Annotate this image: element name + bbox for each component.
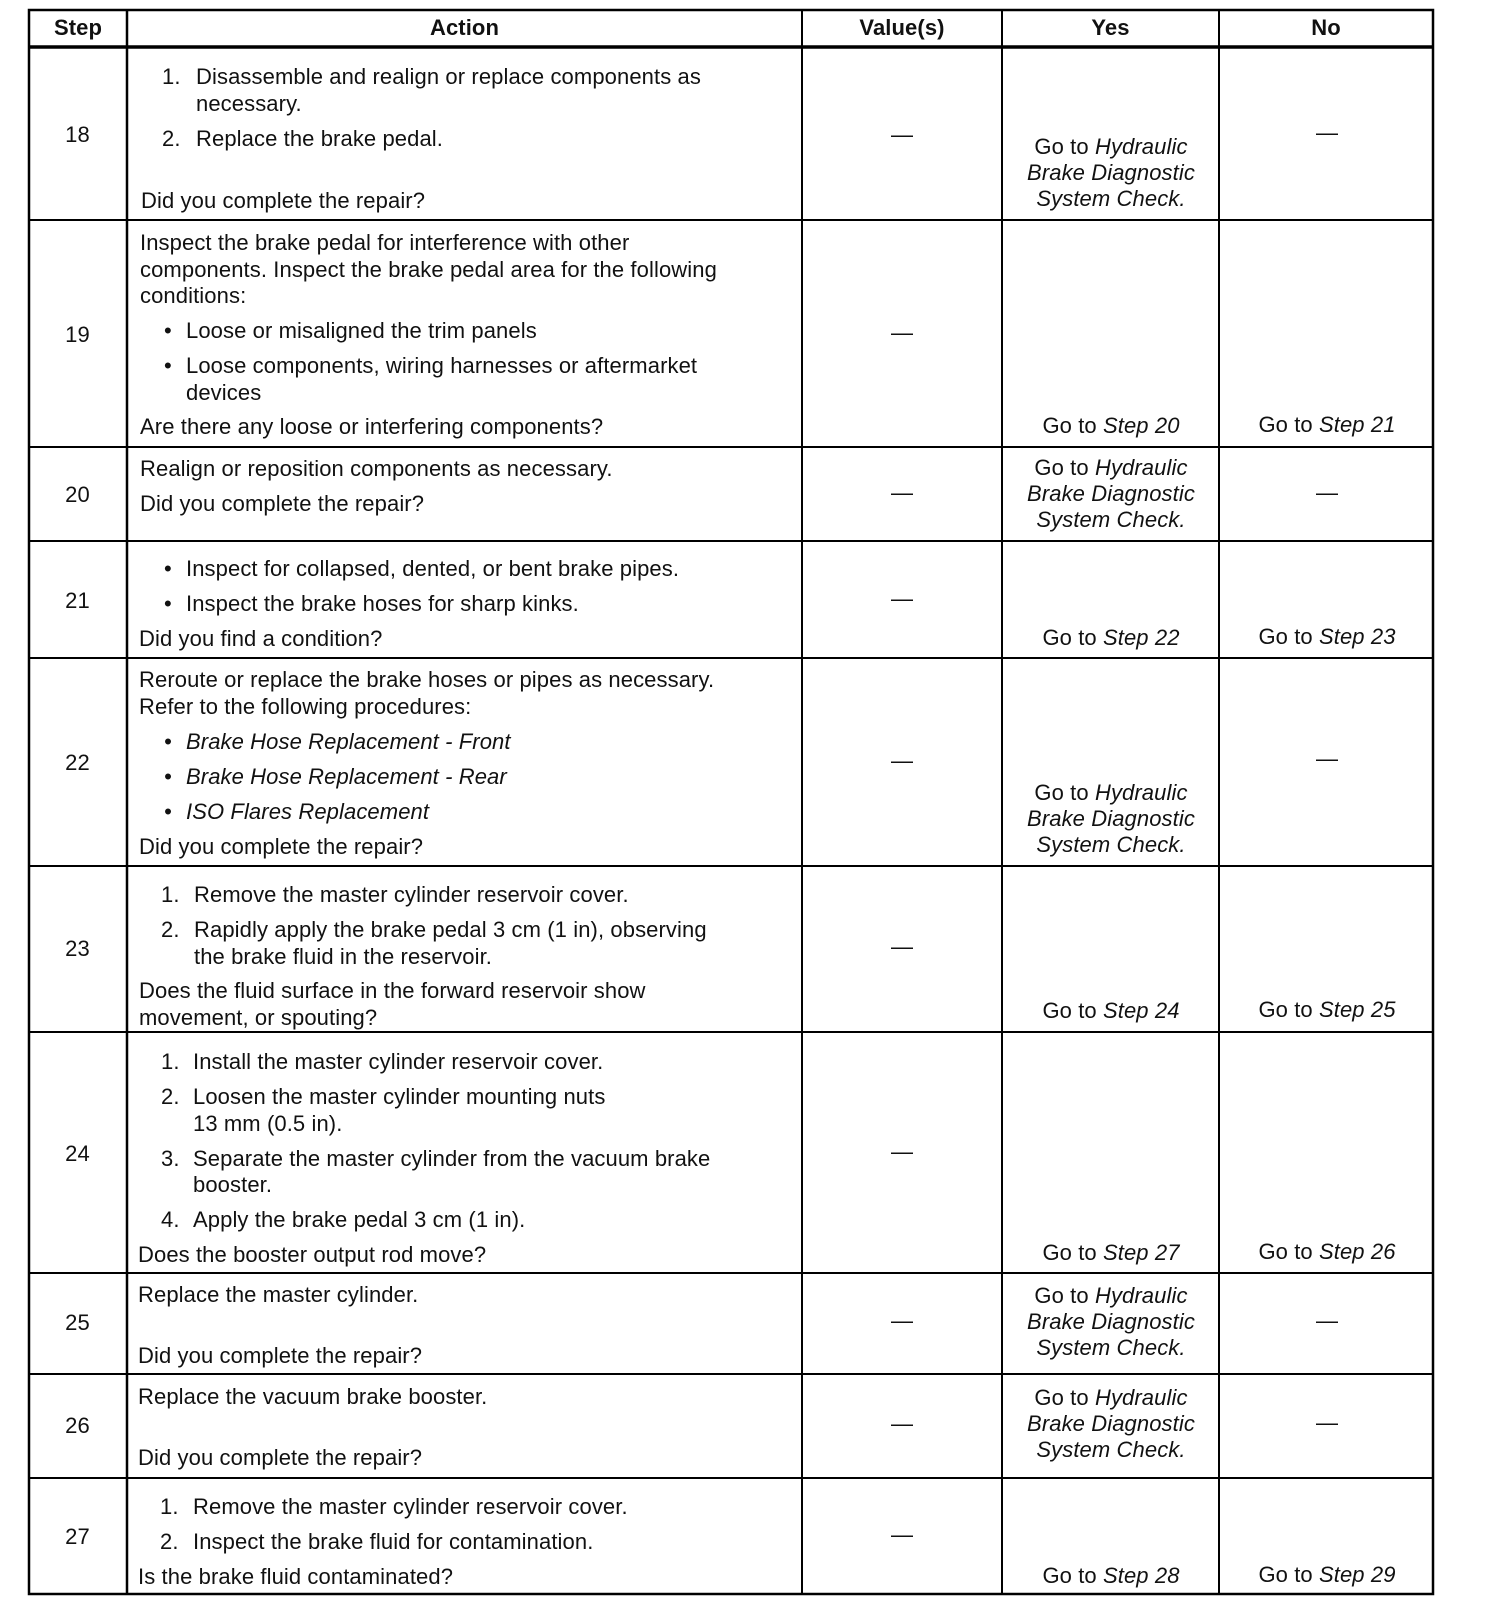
action-text: Apply the brake pedal 3 cm (1 in). [193, 1207, 526, 1232]
action-question: Did you find a condition? [139, 626, 383, 651]
header-step: Step [53, 15, 103, 40]
step-number: 18 [65, 122, 90, 147]
yes-goto-hydraulic-check[interactable]: Go to Hydraulic Brake Diagnostic System Check. [1027, 455, 1195, 532]
action-number: 2. [161, 1084, 180, 1109]
action-text: Install the master cylinder reservoir cover. [193, 1049, 604, 1074]
header-values: Value(s) [859, 15, 945, 40]
bullet-procedure-link[interactable]: • ISO Flares Replacement [186, 799, 429, 825]
value-dash: — [890, 320, 914, 345]
action-text: Rapidly apply the brake pedal 3 cm (1 in), observing [194, 917, 707, 942]
action-text: Replace the vacuum brake booster. [138, 1384, 488, 1409]
yes-goto-step-27[interactable]: Go to Step 27 [1042, 1240, 1180, 1265]
bullet-item-cont: devices [186, 380, 262, 405]
header-no: No [1311, 15, 1341, 40]
no-goto-step-21[interactable]: Go to Step 21 [1258, 412, 1396, 437]
step-number: 20 [65, 482, 90, 507]
no-dash: — [1315, 120, 1339, 145]
action-text: Reroute or replace the brake hoses or pipes as necessary. [139, 667, 715, 692]
value-dash: — [890, 934, 914, 959]
action-text: Loosen the master cylinder mounting nuts [193, 1084, 606, 1109]
action-number: 4. [161, 1207, 180, 1232]
header-yes: Yes [1091, 15, 1130, 40]
yes-goto-step-20[interactable]: Go to Step 20 [1042, 413, 1180, 438]
action-number: 1. [162, 64, 181, 89]
yes-goto-step-24[interactable]: Go to Step 24 [1042, 998, 1180, 1023]
action-question: Is the brake fluid contaminated? [138, 1564, 454, 1589]
action-text: 13 mm (0.5 in). [193, 1111, 343, 1136]
action-number: 1. [161, 882, 180, 907]
yes-goto-step-28[interactable]: Go to Step 28 [1042, 1563, 1180, 1588]
action-text: components. Inspect the brake pedal area for the following [140, 257, 717, 282]
value-dash: — [890, 1139, 914, 1164]
header-action: Action [429, 15, 500, 40]
yes-goto-hydraulic-check[interactable]: Go to Hydraulic Brake Diagnostic System Check. [1027, 780, 1195, 857]
no-goto-step-29[interactable]: Go to Step 29 [1258, 1562, 1396, 1587]
no-goto-step-25[interactable]: Go to Step 25 [1258, 997, 1396, 1022]
value-dash: — [890, 480, 914, 505]
step-number: 19 [65, 322, 90, 347]
no-dash: — [1315, 1308, 1339, 1333]
action-text: Disassemble and realign or replace components as [196, 64, 701, 89]
action-text: Realign or reposition components as necessary. [140, 456, 613, 481]
bullet-item: • Inspect for collapsed, dented, or bent brake pipes. [186, 556, 679, 582]
action-text: Inspect the brake pedal for interference with other [140, 230, 630, 255]
step-number: 24 [65, 1141, 90, 1166]
action-question: Did you complete the repair? [141, 188, 426, 213]
bullet-item: • Loose or misaligned the trim panels [186, 318, 537, 344]
no-goto-step-26[interactable]: Go to Step 26 [1258, 1239, 1396, 1264]
action-text: necessary. [196, 91, 302, 116]
action-text: Refer to the following procedures: [139, 694, 472, 719]
action-number: 2. [161, 917, 180, 942]
action-text: Inspect the brake fluid for contamination. [193, 1529, 594, 1554]
action-question: Does the booster output rod move? [138, 1242, 487, 1267]
step-number: 26 [65, 1413, 90, 1438]
action-text: conditions: [140, 283, 247, 308]
no-dash: — [1315, 746, 1339, 771]
no-dash: — [1315, 1410, 1339, 1435]
step-number: 21 [65, 588, 90, 613]
action-question: Did you complete the repair? [138, 1343, 423, 1368]
no-dash: — [1315, 480, 1339, 505]
action-number: 1. [160, 1494, 179, 1519]
action-number: 2. [162, 126, 181, 151]
action-number: 1. [161, 1049, 180, 1074]
action-text: booster. [193, 1172, 273, 1197]
action-question: Are there any loose or interfering components? [140, 414, 604, 439]
step-number: 27 [65, 1524, 90, 1549]
value-dash: — [890, 1308, 914, 1333]
no-goto-step-23[interactable]: Go to Step 23 [1258, 624, 1396, 649]
step-number: 25 [65, 1310, 90, 1335]
action-text: the brake fluid in the reservoir. [194, 944, 493, 969]
step-number: 23 [65, 936, 90, 961]
yes-goto-hydraulic-check[interactable]: Go to Hydraulic Brake Diagnostic System Check. [1027, 1385, 1195, 1462]
action-question: Does the fluid surface in the forward reservoir show [139, 978, 646, 1003]
action-text: Replace the brake pedal. [196, 126, 444, 151]
value-dash: — [890, 586, 914, 611]
action-question: Did you complete the repair? [138, 1445, 423, 1470]
bullet-procedure-link[interactable]: • Brake Hose Replacement - Front [186, 729, 511, 755]
action-question: movement, or spouting? [139, 1005, 378, 1030]
value-dash: — [890, 1411, 914, 1436]
action-text: Remove the master cylinder reservoir cover. [193, 1494, 628, 1519]
value-dash: — [890, 122, 914, 147]
value-dash: — [890, 1522, 914, 1547]
step-number: 22 [65, 750, 90, 775]
action-number: 2. [160, 1529, 179, 1554]
yes-goto-hydraulic-check[interactable]: Go to Hydraulic Brake Diagnostic System Check. [1027, 134, 1195, 211]
action-question: Did you complete the repair? [139, 834, 424, 859]
action-text: Separate the master cylinder from the vacuum brake [193, 1146, 711, 1171]
yes-goto-hydraulic-check[interactable]: Go to Hydraulic Brake Diagnostic System Check. [1027, 1283, 1195, 1360]
bullet-procedure-link[interactable]: • Brake Hose Replacement - Rear [186, 764, 507, 790]
action-question: Did you complete the repair? [140, 491, 425, 516]
value-dash: — [890, 748, 914, 773]
action-text: Replace the master cylinder. [138, 1282, 419, 1307]
bullet-item: • Inspect the brake hoses for sharp kinks. [186, 591, 579, 617]
yes-goto-step-22[interactable]: Go to Step 22 [1042, 625, 1180, 650]
action-text: Remove the master cylinder reservoir cover. [194, 882, 629, 907]
bullet-item: • Loose components, wiring harnesses or aftermarket [186, 353, 697, 379]
action-number: 3. [161, 1146, 180, 1171]
